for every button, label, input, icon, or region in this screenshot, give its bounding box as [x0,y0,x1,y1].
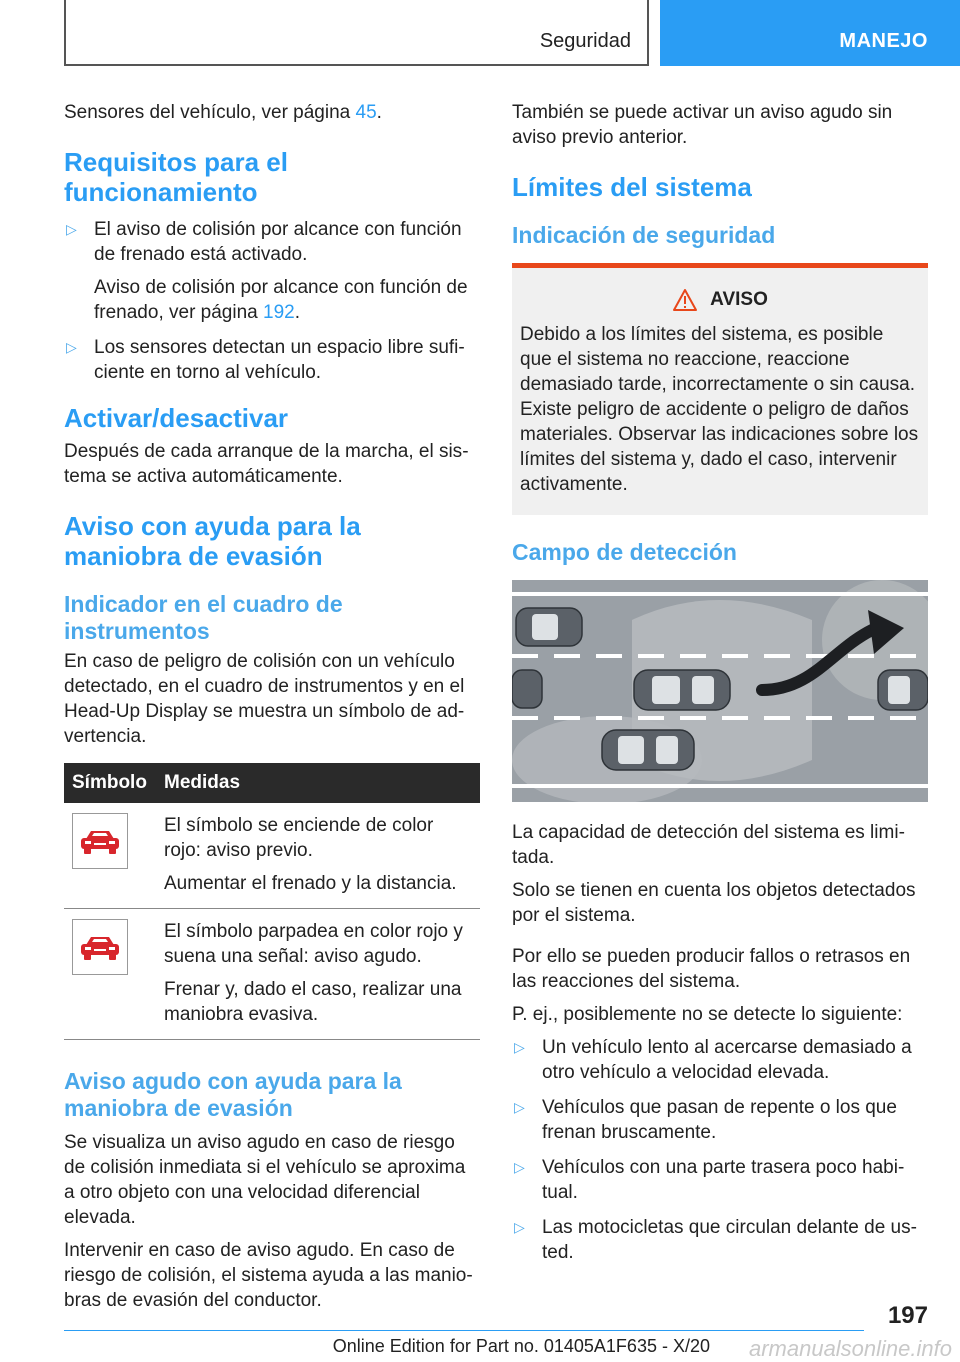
list-item-text: Un vehículo lento al acercarse demasiado a otro vehículo a velocidad elevada. [542,1037,912,1083]
measure-text: Frenar y, dado el caso, realizar una maniobra evasiva. [164,979,462,1025]
acute-text-1: Se visualiza un aviso agudo en caso de riesgo de colisión inmediata si el vehículo se aproxima a otro objeto con una velocidad diferencial elevada. [64,1132,466,1228]
field-text-1: La capacidad de detección del sistema es limitada. [512,822,905,868]
heading-activate: Activar/desactivar [64,403,289,433]
table-header-symbol: Símbolo [64,763,156,803]
field-text-4: P. ej., posiblemente no se detecte lo siguiente: [512,1004,903,1025]
table-cell-measures [156,803,480,909]
right-column [512,100,928,1275]
list-item [64,217,480,325]
heading-requirements: Requisitos para el funcionamiento [64,147,288,207]
symbol-table [64,763,480,1040]
header-tab[interactable] [660,0,960,66]
triangle-bullet-icon: ▷ [66,221,77,237]
heading-evasion: Aviso con ayuda para la maniobra de evasión [64,511,361,571]
list-item [512,1035,928,1085]
requirements-list [64,217,480,385]
warning-title-row [520,288,920,312]
triangle-bullet-icon: ▷ [514,1099,525,1115]
red-car-warning-icon [72,813,128,869]
intro-suffix: . [376,102,382,123]
right-intro-text: También se puede activar un aviso agudo sin aviso previo anterior. [512,102,893,148]
header-section-title: Seguridad [539,30,631,52]
triangle-bullet-icon: ▷ [514,1039,525,1055]
list-item [512,1215,928,1265]
warning-text: Debido a los límites del sistema, es posible que el sistema no reaccione, reaccione demasiado tarde, incorrectamente o sin causa. Existe peligro de accidente o peligro de daños materiales. Observar las indicaciones sobre los límites del sistema y, dado el caso, intervenir activamente. [520,324,919,495]
table-row [64,909,480,1040]
table-header-measures: Medidas [156,763,480,803]
left-column [64,100,480,1321]
heading-safety-note: Indicación de seguridad [512,222,776,248]
table-row [64,803,480,909]
page-link-45[interactable]: 45 [355,102,377,123]
triangle-bullet-icon: ▷ [514,1159,525,1175]
list-item [512,1155,928,1205]
page-link-192[interactable]: 192 [263,302,295,323]
header-section-box [64,0,649,66]
footer-edition: Online Edition for Part no. 01405A1F635 - X/20 [332,1336,710,1356]
header-tab-label: MANEJO [839,30,928,52]
table-cell-measures [156,909,480,1040]
intro-text [64,100,480,125]
activate-text: Después de cada arranque de la marcha, el sistema se activa automáticamente. [64,441,469,487]
undetected-list [512,1035,928,1265]
list-item-text: El aviso de colisión por alcance con función de frenado está activado. [94,219,462,265]
red-car-warning-icon [72,919,128,975]
watermark-logo: armanualsonline.info [748,1336,952,1361]
table-cell-symbol [64,803,156,909]
list-item-text: Vehículos con una parte trasera poco habitual. [542,1157,905,1203]
list-item-text: Las motocicletas que circulan delante de usted. [542,1217,917,1263]
list-item-text: Vehículos que pasan de repente o los que frenan bruscamente. [542,1097,897,1143]
subtext-suffix: . [294,302,300,323]
warning-title: AVISO [710,289,768,310]
warning-triangle-icon [672,288,698,312]
measure-text: El símbolo parpadea en color rojo y suena una señal: aviso agudo. [164,921,463,967]
heading-system-limits: Límites del sistema [512,172,752,202]
intro-prefix: Sensores del vehículo, ver página [64,102,356,123]
subtext-prefix: Aviso de colisión por alcance con función de frenado, ver página [94,277,468,323]
page-number: 197 [887,1302,928,1329]
heading-acute-warning: Aviso agudo con ayuda para la maniobra de evasión [64,1068,402,1121]
table-cell-symbol [64,909,156,1040]
measure-text: El símbolo se enciende de color rojo: aviso previo. [164,815,434,861]
warning-box [512,263,928,515]
footer-divider [64,1330,864,1331]
measure-text: Aumentar el frenado y la distancia. [164,873,457,894]
acute-text-2: Intervenir en caso de aviso agudo. En caso de riesgo de colisión, el sistema ayuda a las maniobras de evasión del conductor. [64,1240,473,1311]
list-item-text: Los sensores detectan un espacio libre suficiente en torno al vehículo. [94,337,465,383]
indicator-text: En caso de peligro de colisión con un vehículo detectado, en el cuadro de instrumentos y en el Head-Up Display se muestra un símbolo de advertencia. [64,651,465,747]
heading-indicator: Indicador en el cuadro de instrumentos [64,591,343,644]
field-text-2: Solo se tienen en cuenta los objetos detectados por el sistema. [512,880,916,926]
list-item [64,335,480,385]
triangle-bullet-icon: ▷ [66,339,77,355]
detection-field-diagram [512,580,928,802]
list-item [512,1095,928,1145]
list-item-subtext [94,275,480,325]
triangle-bullet-icon: ▷ [514,1219,525,1235]
heading-detection-field: Campo de detección [512,539,737,565]
field-text-3: Por ello se pueden producir fallos o retrasos en las reacciones del sistema. [512,946,911,992]
